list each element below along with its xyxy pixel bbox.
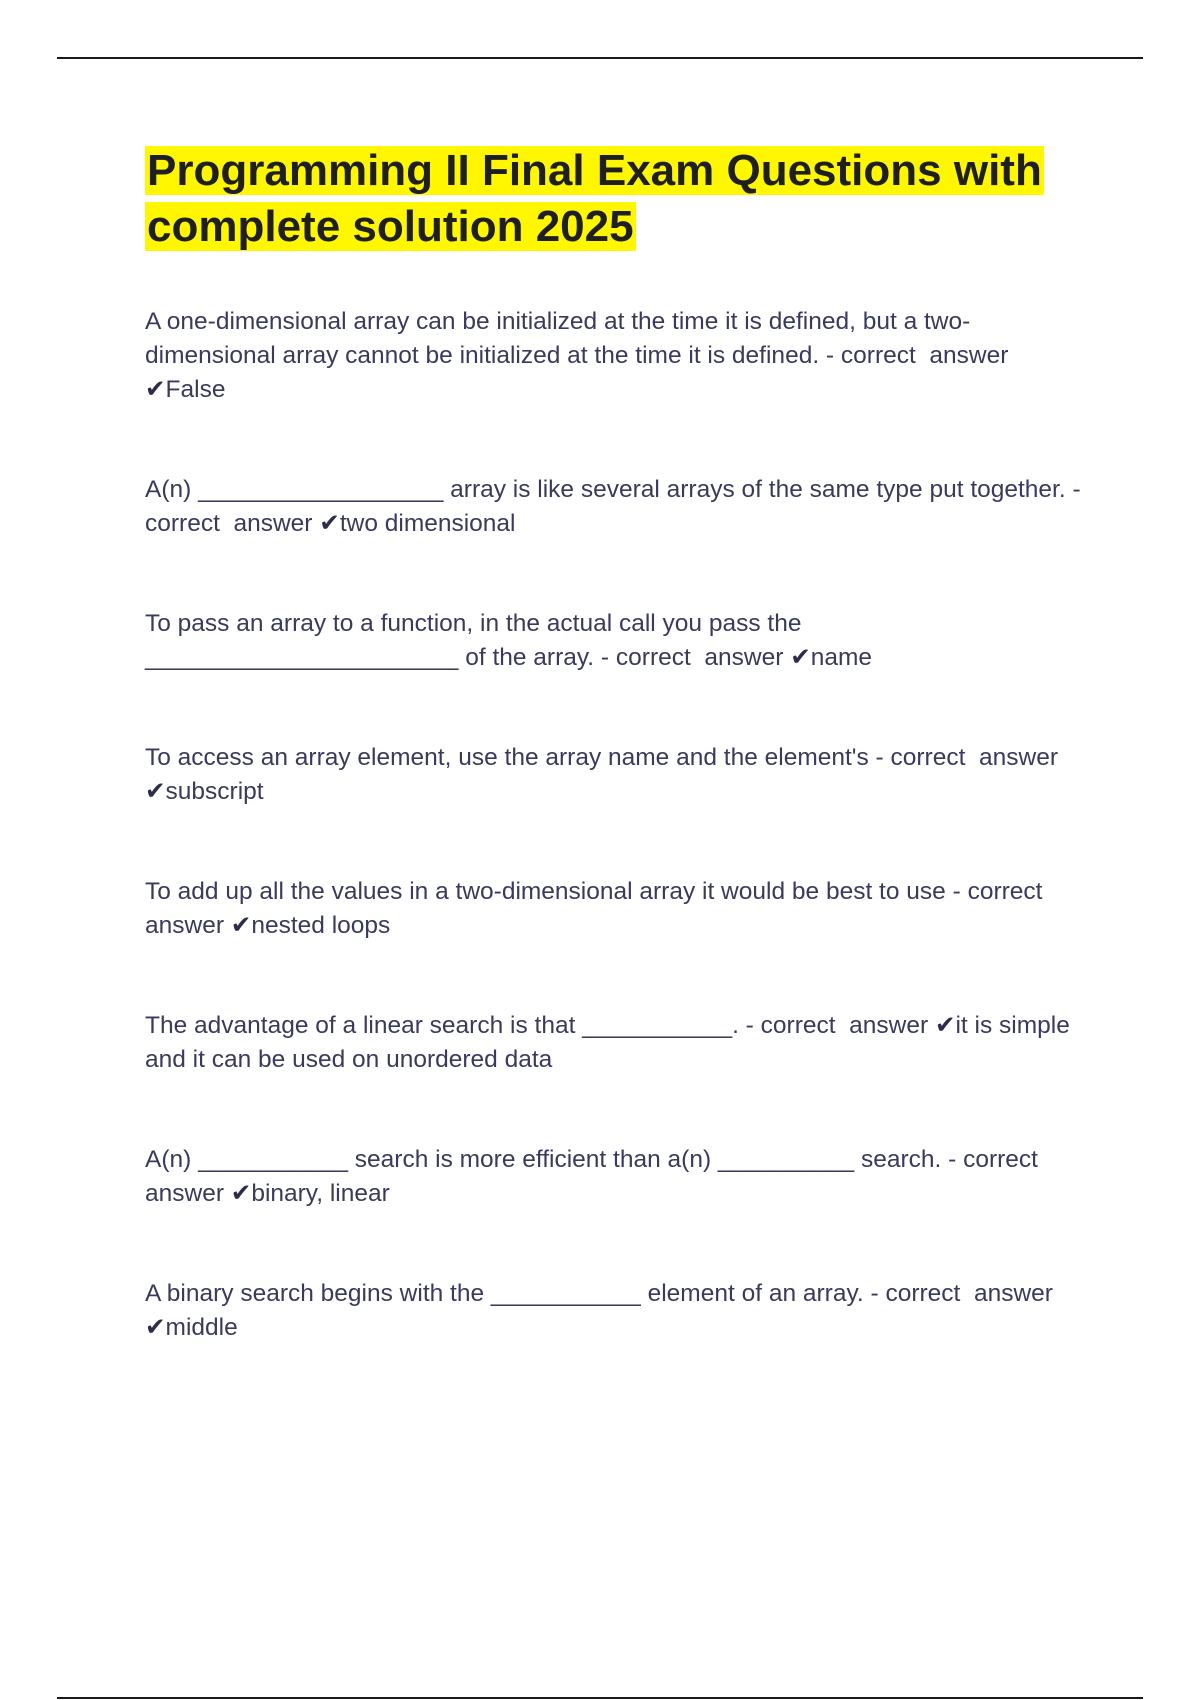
answer-label: correct answer bbox=[615, 644, 784, 671]
qa-item: A(n) ___________ search is more efficient than a(n) __________ search. - correct answer ✔binary, linear bbox=[145, 1146, 1052, 1207]
answer-text: binary, linear bbox=[251, 1180, 390, 1207]
checkmark-icon: ✔ bbox=[790, 644, 811, 671]
top-rule bbox=[57, 57, 1143, 59]
checkmark-icon: ✔ bbox=[145, 1314, 166, 1341]
question-text: To access an array element, use the array name and the element's bbox=[145, 744, 869, 771]
answer-label: correct answer bbox=[890, 744, 1058, 771]
answer-text: middle bbox=[165, 1314, 238, 1341]
checkmark-icon: ✔ bbox=[145, 778, 166, 805]
qa-item: The advantage of a linear search is that ___________. - correct answer ✔it is simple and it can be used on unordered data bbox=[145, 1012, 1070, 1073]
answer-text: two dimensional bbox=[339, 510, 516, 537]
question-text: A(n) ___________ search is more efficient than a(n) __________ search. bbox=[145, 1146, 942, 1173]
question-text: To pass an array to a function, in the actual call you pass the _______________________ of the array. bbox=[145, 610, 802, 671]
qa-item: To add up all the values in a two-dimensional array it would be best to use - correct answer ✔nested loops bbox=[145, 878, 1057, 939]
answer-label: correct answer bbox=[885, 1280, 1053, 1307]
checkmark-icon: ✔ bbox=[319, 510, 340, 537]
question-text: A one-dimensional array can be initialized at the time it is defined, but a two-dimensional array cannot be initialized at the time it is defined. bbox=[145, 308, 971, 369]
answer-label: correct answer bbox=[145, 878, 1057, 939]
page-title-highlight: Programming II Final Exam Questions with complete solution 2025 bbox=[147, 146, 1042, 251]
document-body bbox=[145, 143, 1088, 1411]
answer-label: correct answer bbox=[145, 1146, 1052, 1207]
answer-label: correct answer bbox=[145, 510, 313, 537]
qa-item: A binary search begins with the ___________ element of an array. - correct answer ✔middle bbox=[145, 1280, 1053, 1341]
question-text: A binary search begins with the ___________ element of an array. bbox=[145, 1280, 864, 1307]
answer-text: name bbox=[810, 644, 873, 671]
answer-text: subscript bbox=[165, 778, 264, 805]
qa-list bbox=[145, 305, 1088, 1345]
qa-item: A one-dimensional array can be initialized at the time it is defined, but a two-dimensional array cannot be initialized at the time it is defined. - correct answer ✔False bbox=[145, 308, 1009, 403]
bottom-rule bbox=[57, 1697, 1143, 1699]
page-title bbox=[145, 143, 1085, 255]
answer-label: correct answer bbox=[840, 342, 1009, 369]
checkmark-icon: ✔ bbox=[145, 376, 166, 403]
qa-item: To pass an array to a function, in the actual call you pass the _______________________ of the array. - correct answer ✔name bbox=[145, 610, 873, 671]
answer-text: False bbox=[165, 376, 226, 403]
checkmark-icon: ✔ bbox=[230, 1180, 252, 1207]
question-text: The advantage of a linear search is that ___________. bbox=[145, 1012, 739, 1039]
qa-item: To access an array element, use the array name and the element's - correct answer ✔subscript bbox=[145, 744, 1058, 805]
answer-label: correct answer bbox=[760, 1012, 929, 1039]
answer-text: it is simple and it can be used on unordered data bbox=[145, 1012, 1070, 1073]
question-text: A(n) __________________ array is like several arrays of the same type put together. bbox=[145, 476, 1066, 503]
checkmark-icon: ✔ bbox=[230, 912, 252, 939]
qa-item: A(n) __________________ array is like several arrays of the same type put together. - correct answer ✔two dimensional bbox=[145, 476, 1088, 537]
answer-text: nested loops bbox=[251, 912, 391, 939]
checkmark-icon: ✔ bbox=[934, 1012, 956, 1039]
question-text: To add up all the values in a two-dimensional array it would be best to use bbox=[145, 878, 946, 905]
